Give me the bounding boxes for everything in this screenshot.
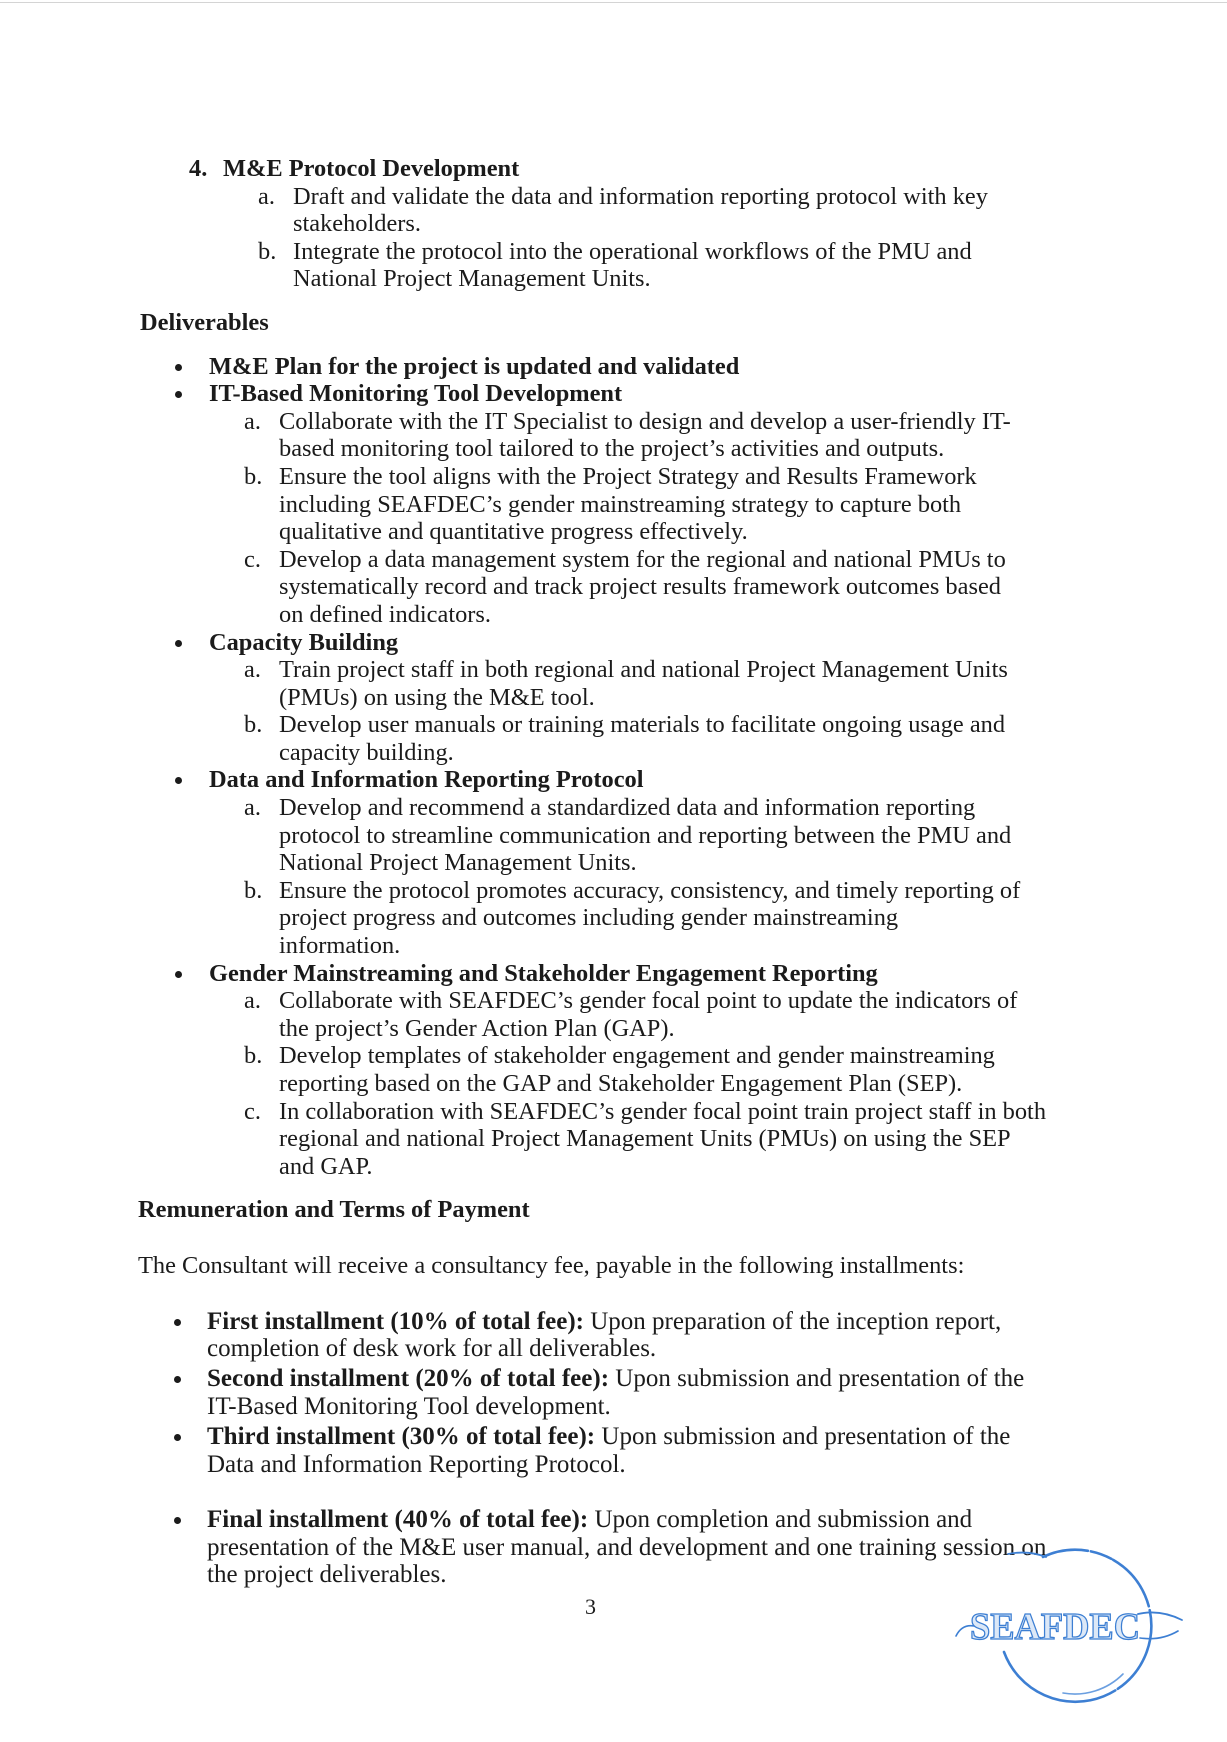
item-text-line: information.	[279, 932, 401, 960]
installment-line	[0, 1308, 1227, 1336]
installment-text: Upon preparation of the inception report,	[590, 1307, 1002, 1335]
deliverable-5-item-b	[0, 1042, 1227, 1097]
deliverable-4-item-b	[0, 877, 1227, 960]
item-label: b.	[244, 1042, 263, 1070]
item-label: a.	[244, 987, 261, 1015]
installment-line: the project deliverables.	[207, 1561, 447, 1589]
item-text-line: Draft and validate the data and information reporting protocol with key	[293, 182, 988, 210]
bullet-icon	[174, 1434, 181, 1441]
seafdec-stamp	[950, 1540, 1190, 1715]
deliverable-5-item-c	[0, 1098, 1227, 1181]
item-text-line: stakeholders.	[293, 210, 422, 238]
deliverable-title: Data and Information Reporting Protocol	[209, 766, 644, 794]
item-label: b.	[244, 711, 263, 739]
deliverable-title: M&E Plan for the project is updated and validated	[209, 352, 740, 380]
bullet-icon	[174, 1319, 181, 1326]
item-label: c.	[244, 545, 261, 573]
item-label: a.	[244, 656, 261, 684]
installment-label: Second installment (20% of total fee):	[207, 1365, 610, 1393]
section-4-item-a	[0, 183, 1227, 238]
installment-label: Third installment (30% of total fee):	[207, 1422, 596, 1450]
section-4-number: 4.	[189, 155, 208, 182]
deliverable-3	[0, 629, 1227, 767]
deliverable-title: Capacity Building	[209, 628, 399, 656]
deliverable-title-row	[0, 766, 1227, 794]
installment-text: Upon completion and submission and	[594, 1506, 973, 1534]
bullet-icon	[175, 971, 182, 978]
item-text-line: Develop a data management system for the regional and national PMUs to	[279, 545, 1006, 573]
item-text-line: the project’s Gender Action Plan (GAP).	[279, 1014, 675, 1042]
item-label: b.	[258, 237, 277, 265]
item-label: a.	[244, 794, 261, 822]
stamp-lettering: SEAFDEC	[970, 1606, 1140, 1648]
deliverable-2-item-c	[0, 546, 1227, 629]
item-text-line: reporting based on the GAP and Stakeholder Engagement Plan (SEP).	[279, 1070, 963, 1097]
deliverable-2-item-a	[0, 408, 1227, 463]
item-text-line: In collaboration with SEAFDEC’s gender focal point train project staff in both	[279, 1097, 1047, 1125]
remuneration-intro: The Consultant will receive a consultancy fee, payable in the following installments:	[138, 1251, 965, 1279]
remuneration-heading: Remuneration and Terms of Payment	[138, 1196, 530, 1224]
deliverable-1	[0, 353, 1227, 381]
item-label: b.	[244, 876, 263, 904]
item-text-line: project progress and outcomes including gender mainstreaming	[279, 904, 899, 932]
deliverable-4	[0, 766, 1227, 959]
item-label: b.	[244, 462, 263, 490]
item-text-line: Develop and recommend a standardized data and information reporting	[279, 794, 976, 822]
item-text-line: National Project Management Units.	[293, 265, 651, 293]
installment-text: Upon submission and presentation of the	[615, 1365, 1025, 1393]
deliverable-4-item-a	[0, 794, 1227, 877]
deliverable-title-row	[0, 380, 1227, 408]
deliverable-2-item-b	[0, 463, 1227, 546]
installment-label: Final installment (40% of total fee):	[207, 1506, 589, 1534]
deliverable-3-item-a	[0, 656, 1227, 711]
bullet-icon	[175, 777, 182, 784]
deliverable-2	[0, 380, 1227, 628]
deliverable-title-row	[0, 960, 1227, 988]
item-text-line: Ensure the protocol promotes accuracy, consistency, and timely reporting of	[279, 876, 1021, 904]
item-text-line: Train project staff in both regional and national Project Management Units	[279, 656, 1008, 684]
deliverable-title: IT-Based Monitoring Tool Development	[209, 380, 623, 408]
installment-line: presentation of the M&E user manual, and development and one training session on	[207, 1533, 1047, 1561]
installment-line	[0, 1365, 1227, 1393]
item-text-line: qualitative and quantitative progress effectively.	[279, 518, 748, 546]
installment-line: completion of desk work for all deliverables.	[207, 1335, 657, 1363]
deliverable-3-item-b	[0, 711, 1227, 766]
item-text-line: including SEAFDEC’s gender mainstreaming strategy to capture both	[279, 490, 962, 518]
item-text-line: Integrate the protocol into the operational workflows of the PMU and	[293, 237, 972, 265]
item-text-line: Collaborate with the IT Specialist to design and develop a user-friendly IT-	[279, 407, 1011, 435]
item-text-line: Collaborate with SEAFDEC’s gender focal point to update the indicators of	[279, 987, 1018, 1015]
item-label: c.	[244, 1097, 261, 1125]
installment-line	[0, 1506, 1227, 1534]
deliverable-title-row	[0, 629, 1227, 657]
item-text-line: capacity building.	[279, 738, 454, 766]
section-4-item-b	[0, 238, 1227, 293]
deliverable-title: Gender Mainstreaming and Stakeholder Engagement Reporting	[209, 959, 878, 987]
item-text-line: (PMUs) on using the M&E tool.	[279, 683, 595, 711]
stamp-c-tail-upper	[1138, 1612, 1182, 1620]
page-number: 3	[585, 1594, 596, 1619]
item-text-line: systematically record and track project results framework outcomes based	[279, 573, 1001, 601]
item-text-line: Ensure the tool aligns with the Project Strategy and Results Framework	[279, 462, 977, 490]
deliverables-heading: Deliverables	[140, 308, 269, 336]
section-4-title: M&E Protocol Development	[223, 155, 520, 182]
bullet-icon	[175, 640, 182, 647]
deliverable-5	[0, 960, 1227, 1181]
page-content	[0, 155, 1227, 1589]
installment-2	[0, 1365, 1227, 1420]
installment-3	[0, 1423, 1227, 1478]
bullet-icon	[174, 1376, 181, 1383]
item-text-line: based monitoring tool tailored to the project’s activities and outputs.	[279, 435, 945, 463]
stamp-c-tail-lower	[1140, 1631, 1178, 1639]
item-text-line: protocol to streamline communication and reporting between the PMU and	[279, 821, 1012, 849]
deliverable-5-item-a	[0, 987, 1227, 1042]
bullet-icon	[175, 391, 182, 398]
stamp-top-stroke	[1008, 1553, 1046, 1557]
bullet-icon	[175, 364, 182, 371]
installment-label: First installment (10% of total fee):	[207, 1307, 584, 1335]
item-label: a.	[244, 407, 261, 435]
item-text-line: on defined indicators.	[279, 600, 492, 628]
section-4-heading	[0, 155, 1227, 183]
item-text-line: Develop user manuals or training materials to facilitate ongoing usage and	[279, 711, 1006, 739]
installment-line	[0, 1423, 1227, 1451]
item-text-line: Develop templates of stakeholder engagement and gender mainstreaming	[279, 1042, 995, 1070]
bullet-icon	[174, 1517, 181, 1524]
installment-1	[0, 1308, 1227, 1363]
installment-line: IT-Based Monitoring Tool development.	[207, 1392, 611, 1420]
item-text-line: and GAP.	[279, 1152, 373, 1180]
installment-text: Upon submission and presentation of the	[601, 1422, 1011, 1450]
item-label: a.	[258, 182, 275, 210]
item-text-line: National Project Management Units.	[279, 849, 637, 877]
item-text-line: regional and national Project Management Units (PMUs) on using the SEP	[279, 1125, 1011, 1153]
installment-line: Data and Information Reporting Protocol.	[207, 1450, 626, 1478]
scan-edge-line	[0, 2, 1227, 3]
deliverable-title-row	[0, 353, 1227, 381]
